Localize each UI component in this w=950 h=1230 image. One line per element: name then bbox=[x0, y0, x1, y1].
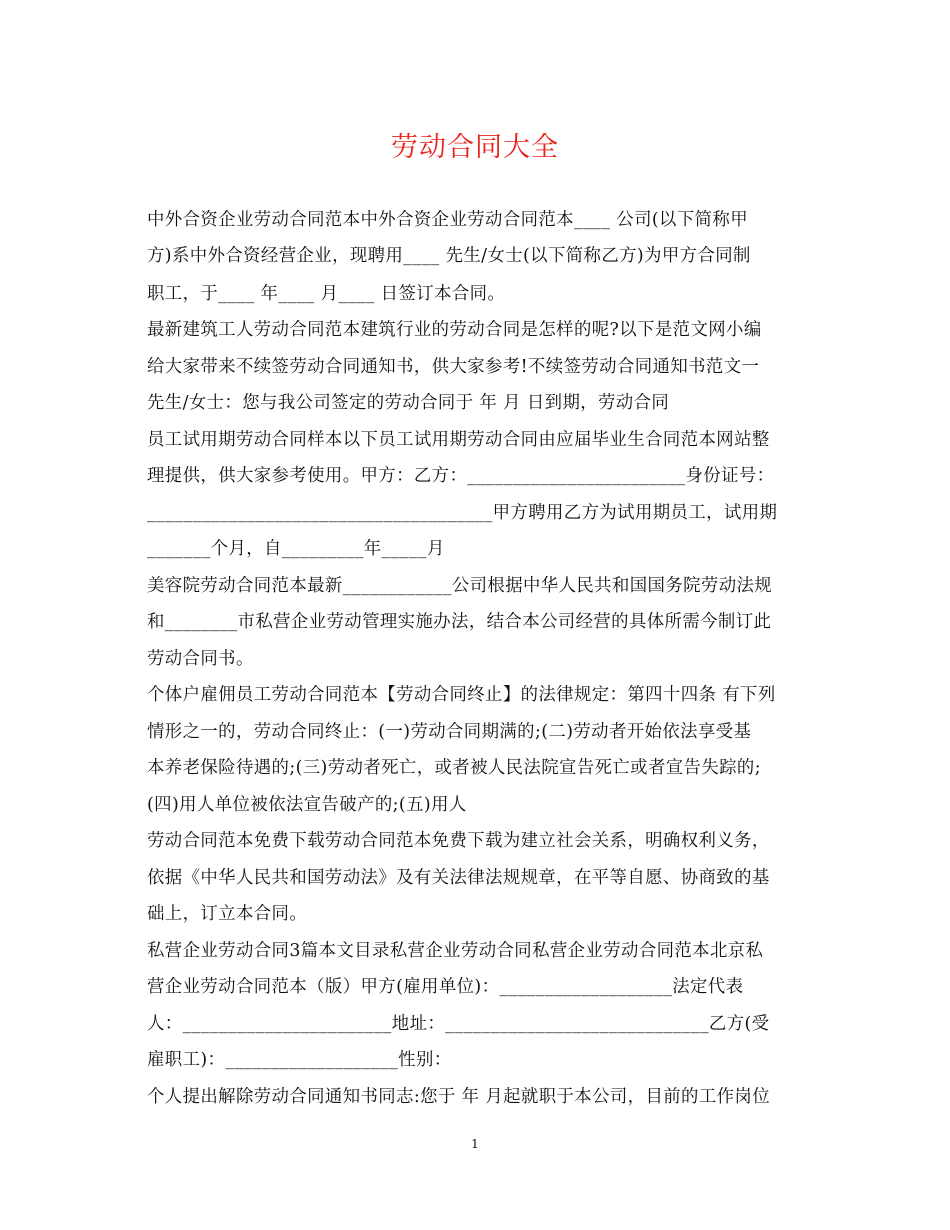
body-line: 员工试用期劳动合同样本以下员工试用期劳动合同由应届毕业生合同范本网站整 bbox=[147, 430, 770, 450]
document-title: 劳动合同大全 bbox=[391, 132, 559, 163]
body-line: 个人提出解除劳动合同通知书同志:您于 年 月起就职于本公司，目前的工作岗位 bbox=[147, 1087, 770, 1107]
body-line: 先生/女士：您与我公司签定的劳动合同于 年 月 日到期，劳动合同 bbox=[147, 393, 670, 413]
body-line: 美容院劳动合同范本最新____________公司根据中华人民共和国国务院劳动法规 bbox=[147, 576, 773, 596]
body-line: 给大家带来不续签劳动合同通知书，供大家参考!不续签劳动合同通知书范文一 bbox=[147, 357, 760, 377]
body-line: 营企业劳动合同范本（版）甲方(雇用单位)：___________________法定代表 bbox=[147, 977, 744, 997]
body-line: 和________市私营企业劳动管理实施办法，结合本公司经营的具体所需今制订此 bbox=[147, 612, 772, 632]
body-line: 最新建筑工人劳动合同范本建筑行业的劳动合同是怎样的呢?以下是范文网小编 bbox=[147, 320, 762, 340]
body-line: 础上，订立本合同。 bbox=[147, 904, 308, 924]
body-line: 依据《中华人民共和国劳动法》及有关法律法规规章，在平等自愿、协商致的基 bbox=[147, 868, 770, 888]
page-number: 1 bbox=[471, 1137, 479, 1151]
body-line: 个体户雇佣员工劳动合同范本【劳动合同终止】的法律规定：第四十四条 有下列 bbox=[147, 685, 776, 705]
body-line: ______________________________________甲方聘用乙方为试用期员工，试用期 bbox=[147, 503, 778, 523]
body-line: _______个月，自_________年_____月 bbox=[147, 539, 445, 559]
body-line: 方)系中外合资经营企业，现聘用____ 先生/女士(以下简称乙方)为甲方合同制 bbox=[147, 246, 751, 266]
body-line: 劳动合同范本免费下载劳动合同范本免费下载为建立社会关系，明确权利义务， bbox=[147, 831, 770, 851]
body-line: 理提供，供大家参考使用。甲方：乙方：________________________身份证号： bbox=[147, 466, 775, 486]
body-line: 雇职工)：___________________性别： bbox=[147, 1050, 452, 1070]
body-line: 中外合资企业劳动合同范本中外合资企业劳动合同范本____ 公司(以下简称甲 bbox=[147, 210, 749, 230]
body-line: 职工，于____ 年____ 月____ 日签订本合同。 bbox=[147, 284, 506, 304]
body-line: 人：_______________________地址：_____________________________乙方(受 bbox=[147, 1014, 770, 1034]
body-line: 本养老保险待遇的;(三)劳动者死亡，或者被人民法院宣告死亡或者宣告失踪的; bbox=[147, 758, 761, 778]
body-line: 私营企业劳动合同3篇本文目录私营企业劳动合同私营企业劳动合同范本北京私 bbox=[147, 941, 764, 961]
body-line: 劳动合同书。 bbox=[147, 649, 254, 669]
body-line: 情形之一的，劳动合同终止：(一)劳动合同期满的;(二)劳动者开始依法享受基 bbox=[147, 722, 752, 742]
body-line: (四)用人单位被依法宣告破产的;(五)用人 bbox=[147, 795, 467, 815]
